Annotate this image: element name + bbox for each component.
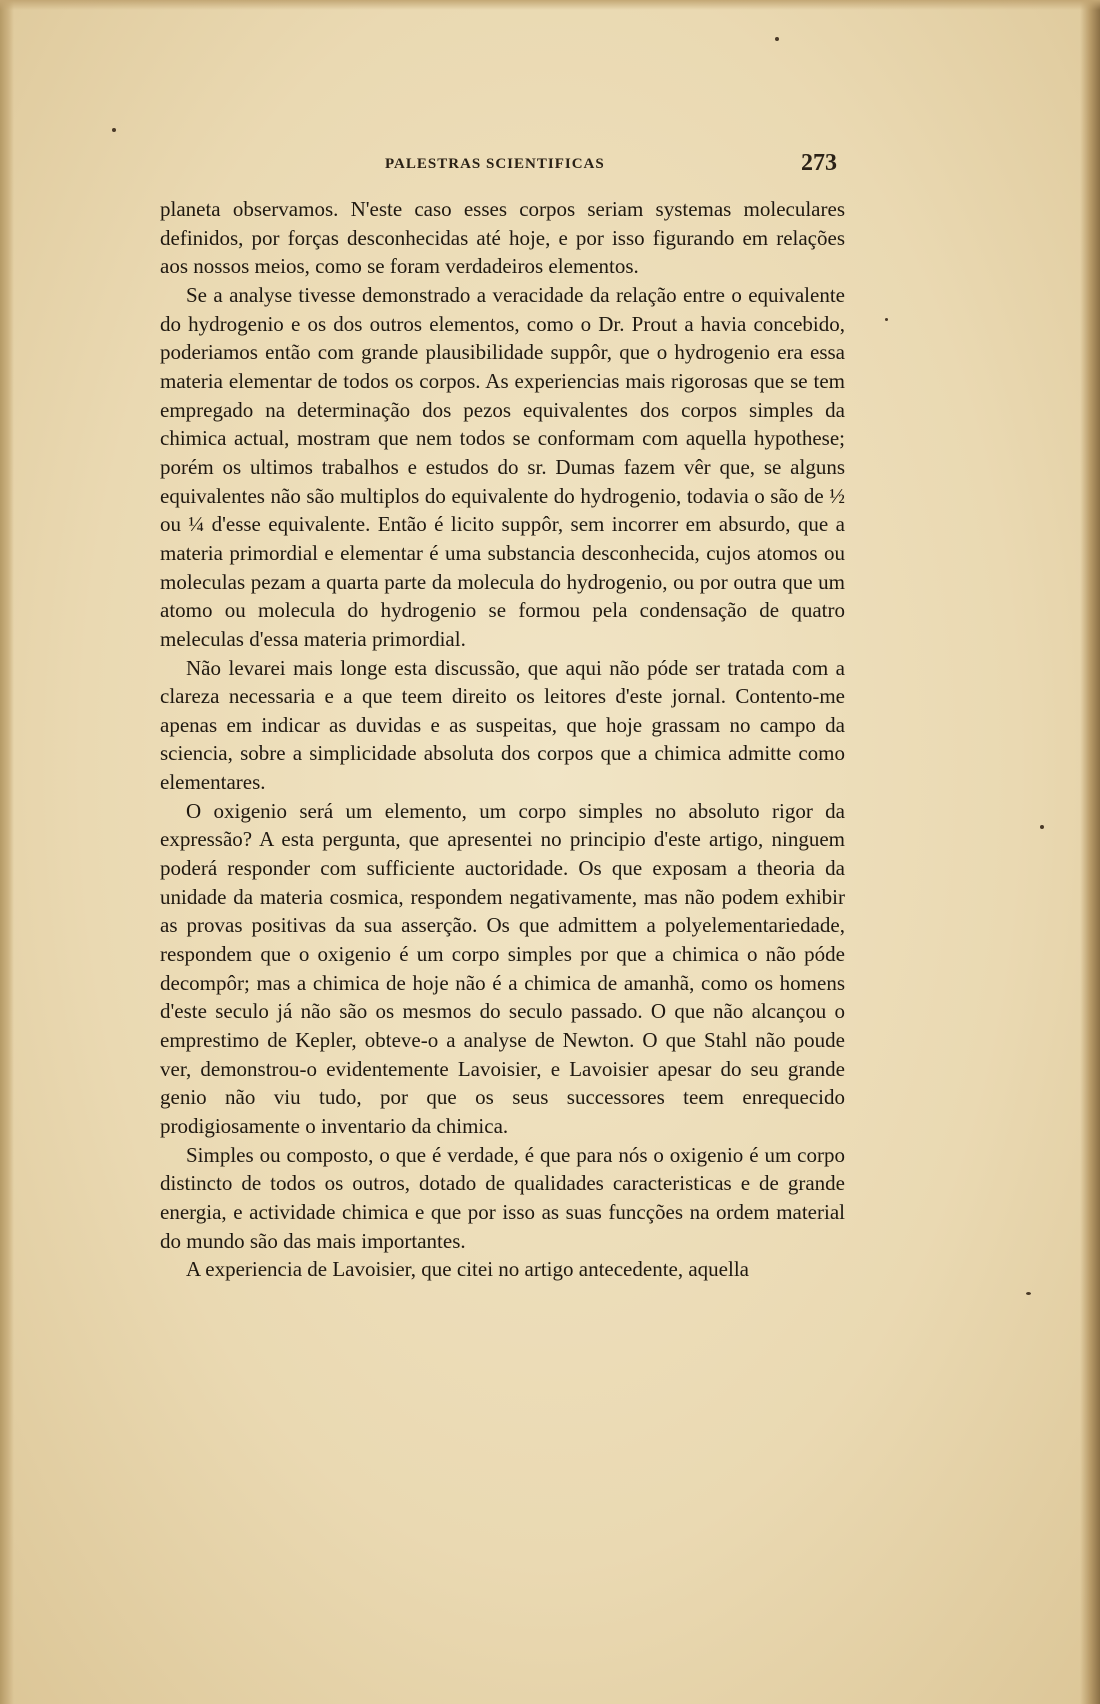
paper-speck — [1026, 1292, 1031, 1295]
paper-speck — [1040, 825, 1044, 829]
paragraph: O oxigenio será um elemento, um corpo simples no absoluto rigor da expressão? A esta pergunta, que apresentei no principio d'este artigo, ninguem poderá responder com sufficiente auctoridade. Os que exposam a theoria da unidade da materia cosmica, respondem negativamente, mas não podem exhibir as provas positivas da sua asserção. Os que admittem a polyelementariedade, respondem que o oxigenio é um corpo simples por que a chimica o não póde decompôr; mas a chimica de hoje não é a chimica de amanhã, como os homens d'este seculo já não são os mesmos do seculo passado. O que não alcançou o emprestimo de Kepler, obteve-o a analyse de Newton. O que Stahl não poude ver, demonstrou-o evidentemente Lavoisier, e Lavoisier apesar do seu grande genio não viu tudo, por que os seus successores teem enrequecido prodigiosamente o inventario da chimica. — [160, 798, 845, 1138]
page-number: 273 — [801, 150, 837, 176]
page-right-edge — [1080, 0, 1100, 1704]
paper-speck — [885, 318, 888, 321]
running-header — [160, 150, 845, 180]
paper-speck — [775, 37, 779, 41]
body-text — [160, 195, 845, 1284]
paragraph: Se a analyse tivesse demonstrado a veracidade da relação entre o equivalente do hydrogenio e os dos outros elementos, como o Dr. Prout a havia concebido, poderiamos então com grande plausibilidade suppôr, que o hydrogenio era essa materia elementar de todos os corpos. As experiencias mais rigorosas que se tem empregado na determinação dos pezos equivalentes dos corpos simples da chimica actual, mostram que nem todos se conformam com aquella hypothese; porém os ultimos trabalhos e estudos do sr. Dumas fazem vêr que, se alguns equivalentes não são multiplos do equivalente do hydrogenio, todavia o são de ½ ou ¼ d'esse equivalente. Então é licito suppôr, sem incorrer em absurdo, que a materia primordial e elementar é uma substancia desconhecida, cujos atomos ou moleculas pezam a quarta parte da molecula do hydrogenio, ou por outra que um atomo ou molecula do hydrogenio se formou pela condensação de quatro meleculas d'essa materia primordial. — [160, 282, 845, 651]
page-top-edge — [0, 0, 1100, 10]
paragraph: Simples ou composto, o que é verdade, é que para nós o oxigenio é um corpo distincto de todos os outros, dotado de qualidades caracteristicas e de grande energia, e actividade chimica e que por isso as suas funcções na ordem material do mundo são das mais importantes. — [160, 1142, 845, 1253]
page-left-edge — [0, 0, 14, 1704]
paragraph-last: A experiencia de Lavoisier, que citei no artigo antecedente, aquella — [186, 1257, 749, 1282]
running-title: PALESTRAS SCIENTIFICAS — [385, 156, 605, 172]
paper-speck — [112, 128, 116, 132]
paragraph-continued: planeta observamos. N'este caso esses corpos seriam systemas moleculares definidos, por forças desconhecidas até hoje, e por isso figurando em relações aos nossos meios, como se foram verdadeiros elementos. — [160, 197, 845, 279]
paragraph: Não levarei mais longe esta discussão, que aqui não póde ser tratada com a clareza necessaria e a que teem direito os leitores d'este jornal. Contento-me apenas em indicar as duvidas e as suspeitas, que hoje grassam no campo da sciencia, sobre a simplicidade absoluta dos corpos que a chimica admitte como elementares. — [160, 655, 845, 795]
